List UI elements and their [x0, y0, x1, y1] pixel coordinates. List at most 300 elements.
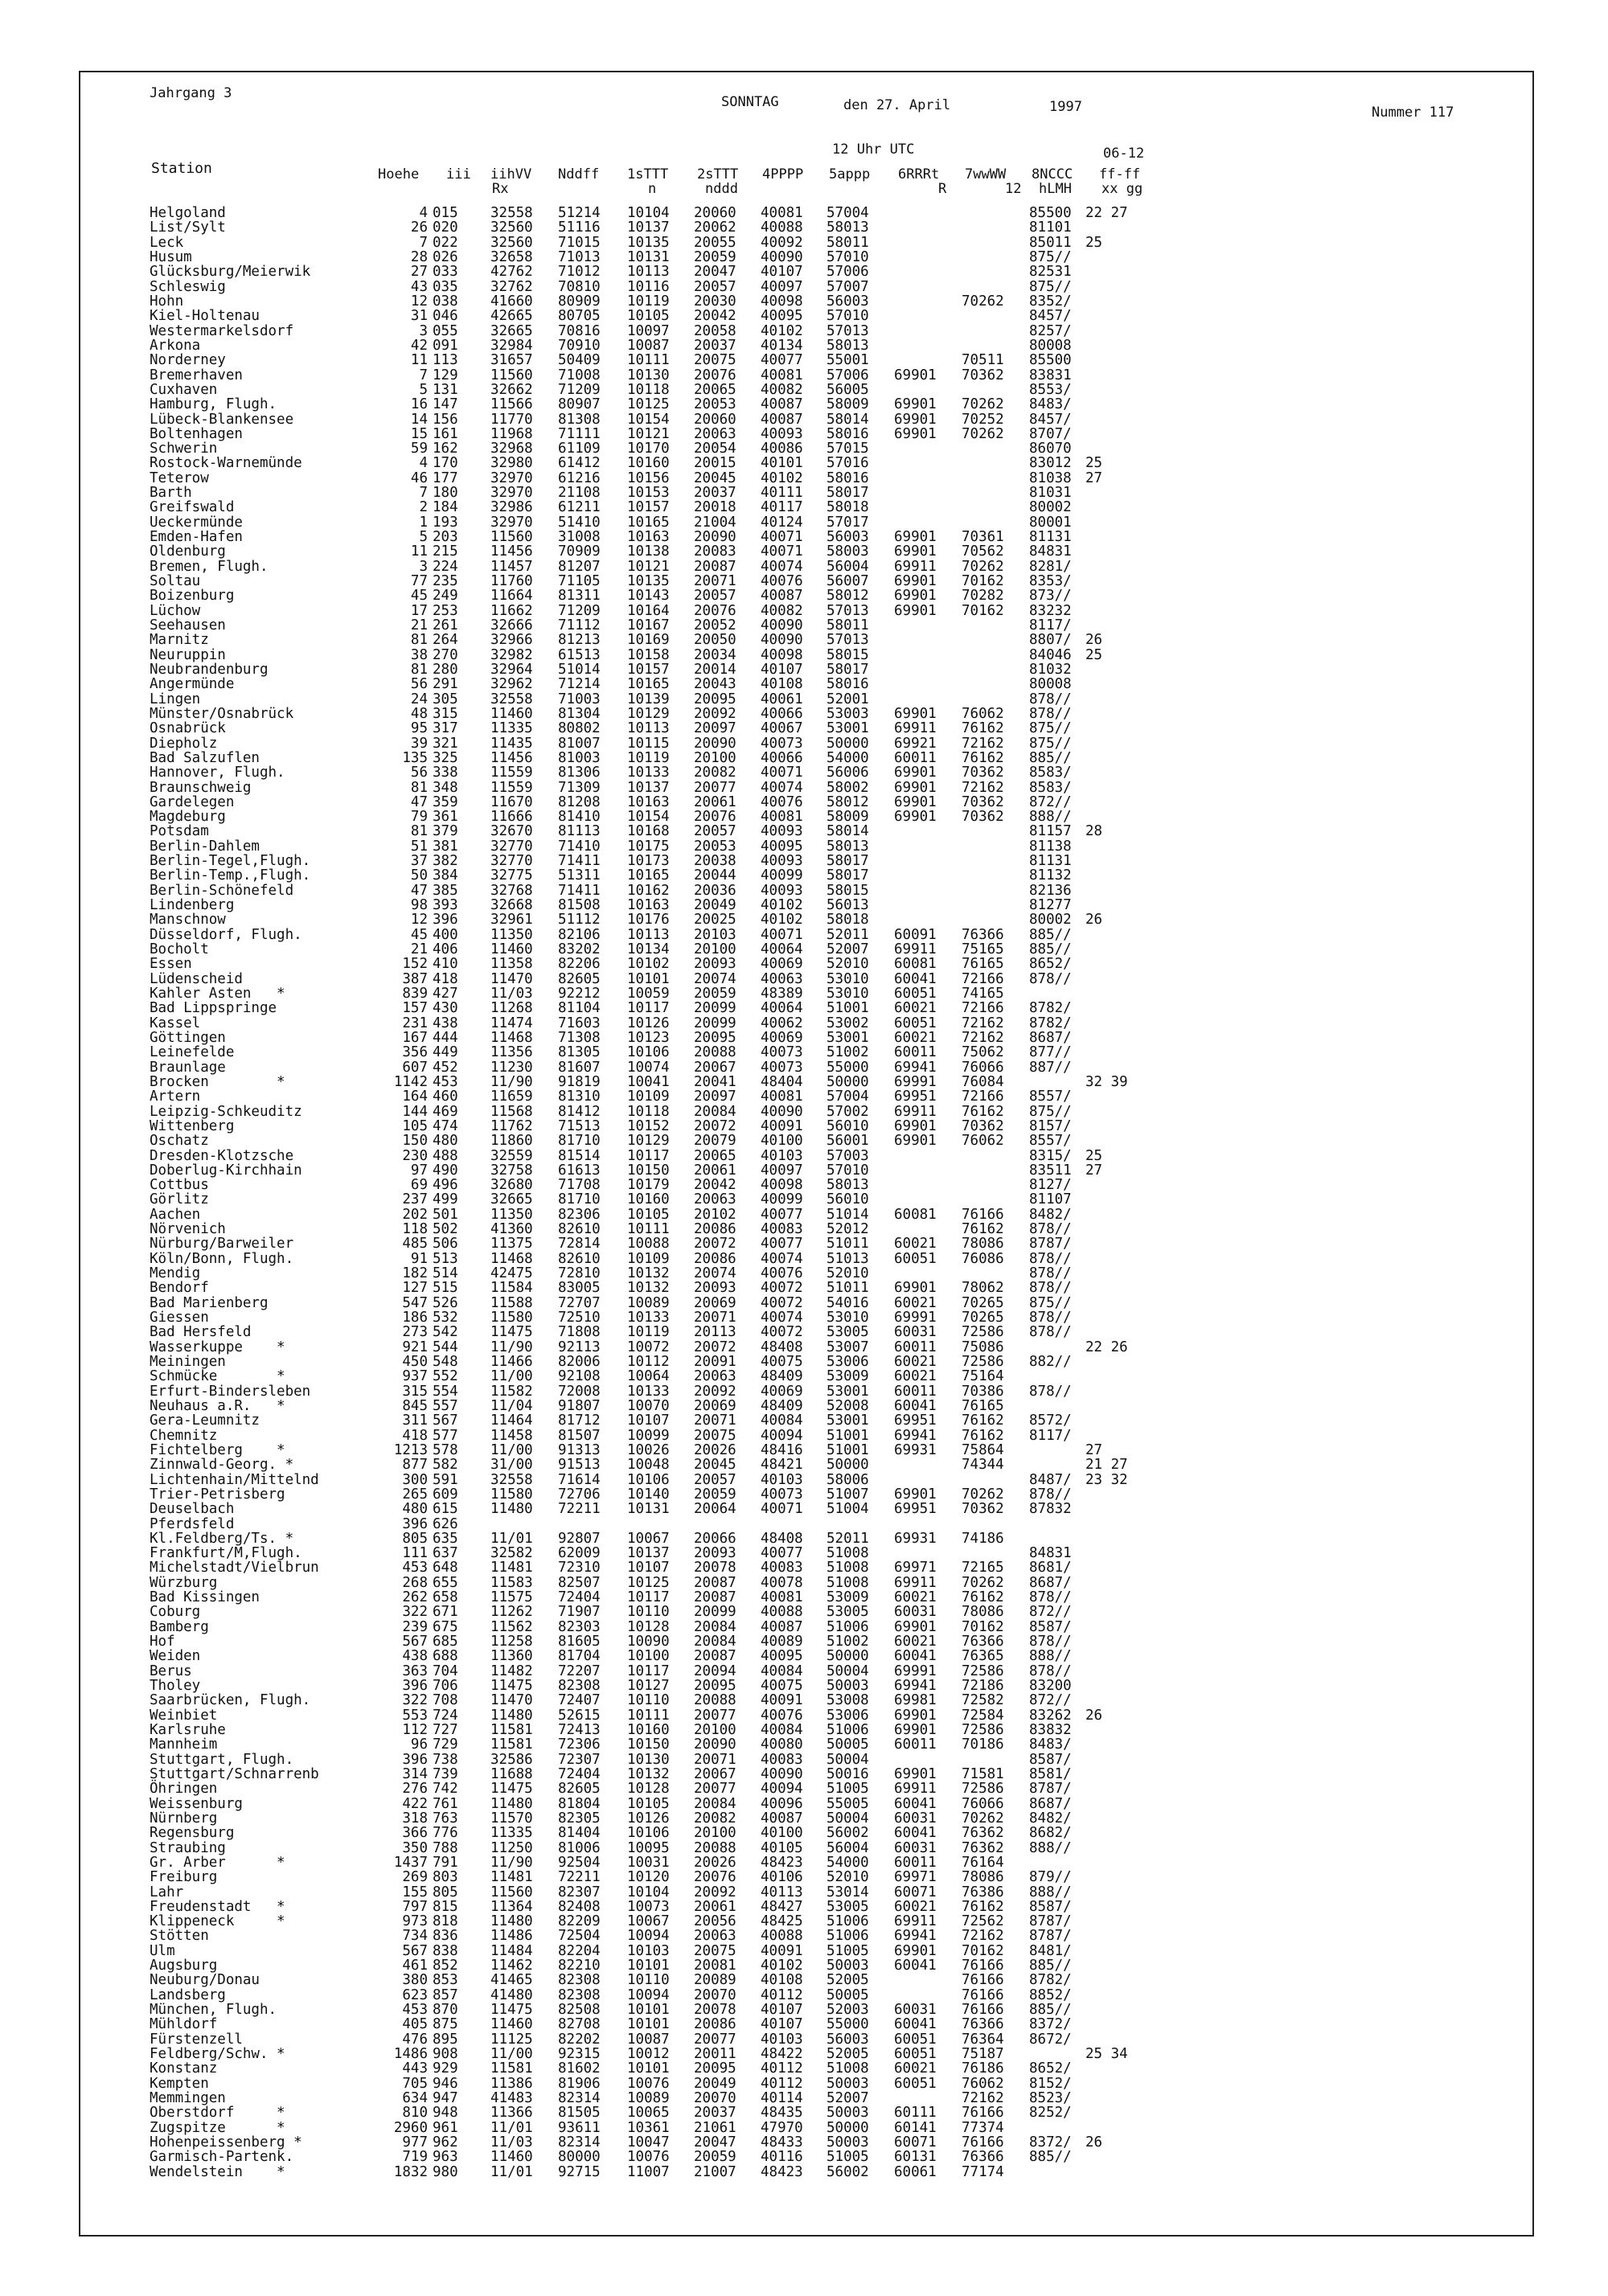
cell-nccc: 8157/: [1029, 1117, 1072, 1134]
table-row: [150, 368, 1436, 383]
cell-sttt2: 20095: [694, 1678, 736, 1694]
cell-sttt1: 10137: [627, 219, 670, 236]
cell-wwww: 76164: [962, 1854, 1004, 1871]
cell-station-index: 359: [433, 793, 458, 810]
cell-nddff: 81306: [558, 765, 601, 781]
cell-sttt2: 20100: [694, 749, 736, 766]
table-row: [150, 912, 1436, 927]
cell-appp: 56002: [827, 1825, 869, 1842]
cell-station-name: Leck: [150, 234, 184, 251]
cell-iihvv: 11481: [490, 1560, 533, 1576]
cell-nddff: 72207: [558, 1663, 601, 1679]
cell-nddff: 71907: [558, 1604, 601, 1621]
cell-appp: 52005: [827, 1972, 869, 1989]
cell-pppp: 40087: [761, 588, 803, 605]
cell-sttt1: 10150: [627, 1736, 670, 1753]
table-row: [150, 1900, 1436, 1914]
cell-height: 937: [402, 1368, 428, 1385]
cell-station-name: Meiningen: [150, 1354, 226, 1370]
cell-nddff: 83005: [558, 1280, 601, 1297]
cell-iihvv: 41480: [490, 1986, 533, 2003]
table-row: [150, 500, 1436, 515]
cell-station-name: Neuhaus a.R. *: [150, 1397, 285, 1414]
cell-appp: 55000: [827, 2016, 869, 2033]
cell-station-index: 035: [433, 278, 458, 295]
cell-iihvv: 11/00: [490, 2046, 533, 2062]
cell-sttt2: 20074: [694, 1265, 736, 1281]
cell-nccc: 875//: [1029, 278, 1072, 295]
cell-height: 111: [402, 1545, 428, 1562]
cell-nccc: 878//: [1029, 970, 1072, 987]
cell-sttt2: 20059: [694, 986, 736, 1002]
cell-sttt1: 10133: [627, 1383, 670, 1400]
cell-iihvv: 11460: [490, 2016, 533, 2033]
cell-appp: 57010: [827, 308, 869, 325]
table-row: [150, 1429, 1436, 1443]
cell-station-index: 724: [433, 1707, 458, 1724]
cell-appp: 51005: [827, 1942, 869, 1959]
cell-nddff: 70909: [558, 543, 601, 560]
cell-station-name: Bamberg: [150, 1618, 209, 1635]
cell-nccc: 885//: [1029, 926, 1072, 943]
table-row: [150, 456, 1436, 470]
cell-nddff: 51311: [558, 867, 601, 884]
cell-iihvv: 32582: [490, 1545, 533, 1562]
cell-sttt2: 20075: [694, 352, 736, 369]
cell-sttt1: 10109: [627, 1089, 670, 1105]
cell-appp: 56007: [827, 573, 869, 589]
cell-sttt2: 20076: [694, 1869, 736, 1886]
cell-nccc: 8457/: [1029, 308, 1072, 325]
cell-nccc: 83832: [1029, 1722, 1072, 1738]
cell-wwww: 76386: [962, 1884, 1004, 1900]
cell-nddff: 92807: [558, 1530, 601, 1547]
cell-pppp: 40081: [761, 1089, 803, 1105]
table-row: [150, 1296, 1436, 1310]
cell-wwww: 78086: [962, 1236, 1004, 1253]
cell-appp: 55000: [827, 1059, 869, 1076]
cell-nccc: 878//: [1029, 1250, 1072, 1267]
cell-nccc: 8482/: [1029, 1810, 1072, 1827]
cell-rrrt: 60021: [894, 1368, 937, 1385]
cell-nccc: 8152/: [1029, 2075, 1072, 2092]
cell-sttt2: 20011: [694, 2046, 736, 2062]
cell-rrrt: 60021: [894, 1589, 937, 1606]
table-row: [150, 1914, 1436, 1929]
cell-iihvv: 11588: [490, 1294, 533, 1311]
cell-nccc: 888//: [1029, 809, 1072, 826]
cell-station-index: 704: [433, 1663, 458, 1679]
cell-height: 363: [402, 1663, 428, 1679]
cell-nccc: 83511: [1029, 1162, 1072, 1179]
table-row: [150, 824, 1436, 838]
cell-appp: 58016: [827, 469, 869, 486]
cell-height: 105: [402, 1117, 428, 1134]
utc-label: 12 Uhr UTC: [832, 141, 915, 158]
cell-sttt1: 10074: [627, 1059, 670, 1076]
cell-pppp: 40088: [761, 1604, 803, 1621]
cell-sttt1: 10094: [627, 1928, 670, 1945]
cell-nddff: 81906: [558, 2075, 601, 2092]
cell-nddff: 72504: [558, 1928, 601, 1945]
cell-sttt2: 20077: [694, 2031, 736, 2048]
cell-pppp: 40077: [761, 1206, 803, 1223]
cell-appp: 58009: [827, 809, 869, 826]
cell-station-name: Boizenburg: [150, 588, 235, 605]
cell-station-name: Glücksburg/Meierwik: [150, 264, 311, 281]
table-row: [150, 1060, 1436, 1075]
cell-pppp: 40084: [761, 1663, 803, 1679]
cell-ff: 26: [1085, 2134, 1103, 2150]
cell-pppp: 48409: [761, 1368, 803, 1385]
cell-height: 797: [402, 1898, 428, 1915]
cell-nddff: 92715: [558, 2163, 601, 2180]
cell-sttt2: 20099: [694, 1015, 736, 1031]
cell-appp: 58017: [827, 853, 869, 870]
cell-nccc: 878//: [1029, 691, 1072, 707]
table-row: [150, 1236, 1436, 1251]
cell-sttt1: 10117: [627, 1147, 670, 1164]
cell-nddff: 81104: [558, 1000, 601, 1017]
cell-nccc: 8682/: [1029, 1825, 1072, 1842]
cell-pppp: 40077: [761, 1545, 803, 1562]
table-row: [150, 1605, 1436, 1619]
col-6rrrt: 6RRRt: [898, 166, 940, 182]
cell-ff: 22 27: [1085, 205, 1128, 221]
cell-rrrt: 69911: [894, 1913, 937, 1930]
cell-station-name: Husum: [150, 249, 192, 265]
cell-sttt1: 10117: [627, 1000, 670, 1017]
cell-nddff: 72211: [558, 1501, 601, 1518]
cell-nddff: 71008: [558, 367, 601, 383]
cell-nddff: 52615: [558, 1707, 601, 1724]
cell-station-name: Öhringen: [150, 1781, 218, 1798]
cell-iihvv: 11125: [490, 2031, 533, 2048]
cell-rrrt: 69911: [894, 720, 937, 737]
cell-station-name: Giessen: [150, 1310, 209, 1326]
cell-rrrt: 69951: [894, 1089, 937, 1105]
cell-rrrt: 60011: [894, 749, 937, 766]
cell-appp: 58017: [827, 485, 869, 502]
cell-nddff: 81213: [558, 632, 601, 649]
cell-wwww: 70511: [962, 352, 1004, 369]
cell-sttt2: 20077: [694, 779, 736, 796]
cell-pppp: 40067: [761, 720, 803, 737]
cell-station-name: Zugspitze *: [150, 2119, 285, 2136]
table-row: [150, 2077, 1436, 2091]
cell-appp: 57003: [827, 1147, 869, 1164]
cell-station-index: 763: [433, 1810, 458, 1827]
cell-nccc: 81101: [1029, 219, 1072, 236]
cell-sttt2: 20070: [694, 2090, 736, 2106]
cell-pppp: 40072: [761, 1280, 803, 1297]
cell-appp: 58014: [827, 411, 869, 428]
cell-nccc: 8352/: [1029, 293, 1072, 310]
table-row: [150, 1634, 1436, 1649]
cell-iihvv: 11860: [490, 1133, 533, 1150]
cell-nddff: 82308: [558, 1972, 601, 1989]
cell-station-index: 557: [433, 1397, 458, 1414]
cell-appp: 52005: [827, 2046, 869, 2062]
cell-station-index: 180: [433, 485, 458, 502]
table-row: [150, 2032, 1436, 2047]
cell-sttt2: 20075: [694, 1427, 736, 1444]
cell-appp: 50005: [827, 1736, 869, 1753]
cell-nccc: 80008: [1029, 337, 1072, 354]
cell-height: 11: [410, 352, 428, 369]
cell-nddff: 71513: [558, 1117, 601, 1134]
cell-sttt1: 10087: [627, 337, 670, 354]
col-iihvv: iihVV: [490, 166, 532, 182]
cell-station-name: Westermarkelsdorf: [150, 322, 294, 339]
cell-sttt2: 20056: [694, 1913, 736, 1930]
cell-sttt2: 20090: [694, 735, 736, 752]
cell-pppp: 40087: [761, 1810, 803, 1827]
cell-nccc: 84046: [1029, 646, 1072, 663]
cell-pppp: 40076: [761, 573, 803, 589]
cell-sttt1: 10165: [627, 867, 670, 884]
cell-nddff: 61412: [558, 455, 601, 472]
cell-station-index: 870: [433, 2002, 458, 2018]
cell-station-index: 739: [433, 1765, 458, 1782]
cell-nddff: 71308: [558, 1029, 601, 1046]
cell-wwww: 76365: [962, 1648, 1004, 1665]
issue-number: Nummer 117: [1372, 105, 1454, 121]
cell-nccc: 872//: [1029, 1692, 1072, 1709]
cell-iihvv: 11/03: [490, 2134, 533, 2150]
cell-sttt1: 10157: [627, 499, 670, 516]
cell-nccc: 83012: [1029, 455, 1072, 472]
table-row: [150, 560, 1436, 574]
cell-station-name: Lingen: [150, 691, 201, 707]
cell-sttt2: 20086: [694, 1250, 736, 1267]
cell-wwww: 76066: [962, 1059, 1004, 1076]
cell-nddff: 70816: [558, 322, 601, 339]
cell-iihvv: 11/90: [490, 1073, 533, 1090]
cell-rrrt: 69901: [894, 425, 937, 442]
cell-station-index: 685: [433, 1634, 458, 1650]
cell-sttt1: 10156: [627, 469, 670, 486]
cell-sttt2: 20069: [694, 1397, 736, 1414]
cell-station-index: 193: [433, 514, 458, 531]
cell-nccc: 873//: [1029, 588, 1072, 605]
cell-pppp: 40103: [761, 1147, 803, 1164]
cell-height: 96: [410, 1736, 428, 1753]
cell-station-index: 948: [433, 2105, 458, 2122]
cell-station-name: Berlin-Schönefeld: [150, 882, 294, 899]
cell-sttt1: 10105: [627, 308, 670, 325]
cell-nddff: 82605: [558, 970, 601, 987]
cell-nddff: 72008: [558, 1383, 601, 1400]
cell-height: 418: [402, 1427, 428, 1444]
cell-sttt2: 20036: [694, 882, 736, 899]
cell-iihvv: 11468: [490, 1250, 533, 1267]
cell-station-index: 852: [433, 1958, 458, 1974]
cell-appp: 58013: [827, 1177, 869, 1194]
cell-station-name: Augsburg: [150, 1958, 218, 1974]
cell-appp: 53001: [827, 1029, 869, 1046]
cell-nddff: 91313: [558, 1441, 601, 1458]
cell-wwww: 76166: [962, 1958, 1004, 1974]
col-2sttt: 2sTTT: [697, 166, 739, 182]
cell-station-index: 947: [433, 2090, 458, 2106]
cell-iihvv: 32984: [490, 337, 533, 354]
cell-station-name: Hamburg, Flugh.: [150, 396, 277, 413]
cell-sttt2: 20061: [694, 793, 736, 810]
cell-height: 21: [410, 617, 428, 633]
cell-rrrt: 69931: [894, 1530, 937, 1547]
cell-pppp: 40107: [761, 2016, 803, 2033]
cell-height: 318: [402, 1810, 428, 1827]
cell-appp: 51001: [827, 1427, 869, 1444]
cell-nddff: 92315: [558, 2046, 601, 2062]
cell-pppp: 40091: [761, 1117, 803, 1134]
cell-wwww: 72162: [962, 1015, 1004, 1031]
table-row: [150, 1693, 1436, 1708]
cell-sttt2: 21061: [694, 2119, 736, 2136]
cell-nddff: 81410: [558, 809, 601, 826]
cell-sttt1: 10106: [627, 1044, 670, 1061]
table-row: [150, 2121, 1436, 2135]
cell-height: 43: [410, 278, 428, 295]
cell-appp: 54000: [827, 1854, 869, 1871]
cell-iihvv: 32970: [490, 485, 533, 502]
cell-station-index: 515: [433, 1280, 458, 1297]
cell-station-name: Deuselbach: [150, 1501, 235, 1518]
cell-pppp: 48389: [761, 986, 803, 1002]
cell-nccc: 8557/: [1029, 1133, 1072, 1150]
cell-nddff: 81404: [558, 1825, 601, 1842]
table-row: [150, 1075, 1436, 1089]
cell-pppp: 40073: [761, 735, 803, 752]
cell-sttt2: 20091: [694, 1354, 736, 1370]
cell-nddff: 71209: [558, 602, 601, 619]
cell-station-name: Lahr: [150, 1884, 184, 1900]
table-row: [150, 1929, 1436, 1943]
cell-iihvv: 11360: [490, 1648, 533, 1665]
cell-iihvv: 11583: [490, 1574, 533, 1591]
cell-nddff: 91807: [558, 1397, 601, 1414]
cell-station-name: Osnabrück: [150, 720, 226, 737]
cell-iihvv: 11559: [490, 779, 533, 796]
cell-height: 47: [410, 793, 428, 810]
cell-wwww: 76165: [962, 956, 1004, 973]
table-row: [150, 1590, 1436, 1605]
table-row: [150, 1767, 1436, 1781]
cell-height: 3: [419, 322, 428, 339]
cell-pppp: 40062: [761, 1015, 803, 1031]
cell-nddff: 82708: [558, 2016, 601, 2033]
cell-pppp: 40097: [761, 278, 803, 295]
cell-station-name: Norderney: [150, 352, 226, 369]
cell-wwww: 76166: [962, 2002, 1004, 2018]
cell-sttt2: 20081: [694, 1958, 736, 1974]
cell-pppp: 40102: [761, 322, 803, 339]
cell-sttt2: 20074: [694, 970, 736, 987]
cell-nddff: 71708: [558, 1177, 601, 1194]
cell-station-index: 020: [433, 219, 458, 236]
cell-wwww: 76166: [962, 1986, 1004, 2003]
cell-sttt1: 10132: [627, 1765, 670, 1782]
cell-station-index: 385: [433, 882, 458, 899]
cell-sttt1: 10121: [627, 558, 670, 575]
cell-appp: 51005: [827, 1781, 869, 1798]
cell-station-name: List/Sylt: [150, 219, 226, 236]
cell-nccc: 885//: [1029, 2002, 1072, 2018]
cell-height: 268: [402, 1574, 428, 1591]
cell-iihvv: 11688: [490, 1765, 533, 1782]
cell-nccc: 8707/: [1029, 425, 1072, 442]
cell-rrrt: 60051: [894, 2046, 937, 2062]
cell-appp: 52010: [827, 956, 869, 973]
cell-nccc: 80008: [1029, 676, 1072, 693]
cell-height: 273: [402, 1324, 428, 1341]
cell-height: 547: [402, 1294, 428, 1311]
cell-iihvv: 32775: [490, 867, 533, 884]
table-row: [150, 1973, 1436, 1987]
cell-station-name: Aachen: [150, 1206, 201, 1223]
cell-appp: 51008: [827, 1545, 869, 1562]
cell-iihvv: 11580: [490, 1486, 533, 1503]
cell-nddff: 21108: [558, 485, 601, 502]
cell-nccc: 8583/: [1029, 779, 1072, 796]
cell-station-name: Ulm: [150, 1942, 175, 1959]
table-row: [150, 309, 1436, 323]
cell-height: 7: [419, 234, 428, 251]
cell-iihvv: 11/00: [490, 1441, 533, 1458]
cell-height: 91: [410, 1250, 428, 1267]
cell-pppp: 40098: [761, 293, 803, 310]
table-row: [150, 810, 1436, 824]
cell-station-name: Köln/Bonn, Flugh.: [150, 1250, 294, 1267]
cell-pppp: 40093: [761, 823, 803, 840]
cell-appp: 52008: [827, 1397, 869, 1414]
cell-appp: 58017: [827, 867, 869, 884]
cell-wwww: 72562: [962, 1913, 1004, 1930]
cell-height: 81: [410, 632, 428, 649]
cell-height: 17: [410, 602, 428, 619]
cell-appp: 51004: [827, 1501, 869, 1518]
col-iii: iii: [446, 166, 471, 182]
cell-height: 1486: [393, 2046, 428, 2062]
cell-pppp: 40072: [761, 1324, 803, 1341]
cell-nddff: 80907: [558, 396, 601, 413]
cell-pppp: 40097: [761, 1162, 803, 1179]
cell-station-index: 501: [433, 1206, 458, 1223]
cell-station-index: 131: [433, 381, 458, 398]
cell-iihvv: 32658: [490, 249, 533, 265]
cell-iihvv: 11760: [490, 573, 533, 589]
cell-nddff: 81704: [558, 1648, 601, 1665]
cell-nddff: 82610: [558, 1221, 601, 1238]
cell-sttt1: 10041: [627, 1073, 670, 1090]
cell-nddff: 51112: [558, 912, 601, 929]
cell-iihvv: 32970: [490, 469, 533, 486]
cell-sttt1: 10120: [627, 1869, 670, 1886]
col-ff-sub: xx gg: [1101, 181, 1143, 197]
cell-rrrt: 60041: [894, 2016, 937, 2033]
cell-station-index: 708: [433, 1692, 458, 1709]
cell-nddff: 72510: [558, 1310, 601, 1326]
cell-station-index: 452: [433, 1059, 458, 1076]
cell-sttt1: 10088: [627, 1236, 670, 1253]
col-5appp: 5appp: [829, 166, 871, 182]
cell-sttt2: 20052: [694, 617, 736, 633]
cell-station-name: Gera-Leumnitz: [150, 1412, 260, 1429]
cell-wwww: 76366: [962, 1634, 1004, 1650]
cell-sttt2: 20102: [694, 1206, 736, 1223]
cell-nddff: 81113: [558, 823, 601, 840]
